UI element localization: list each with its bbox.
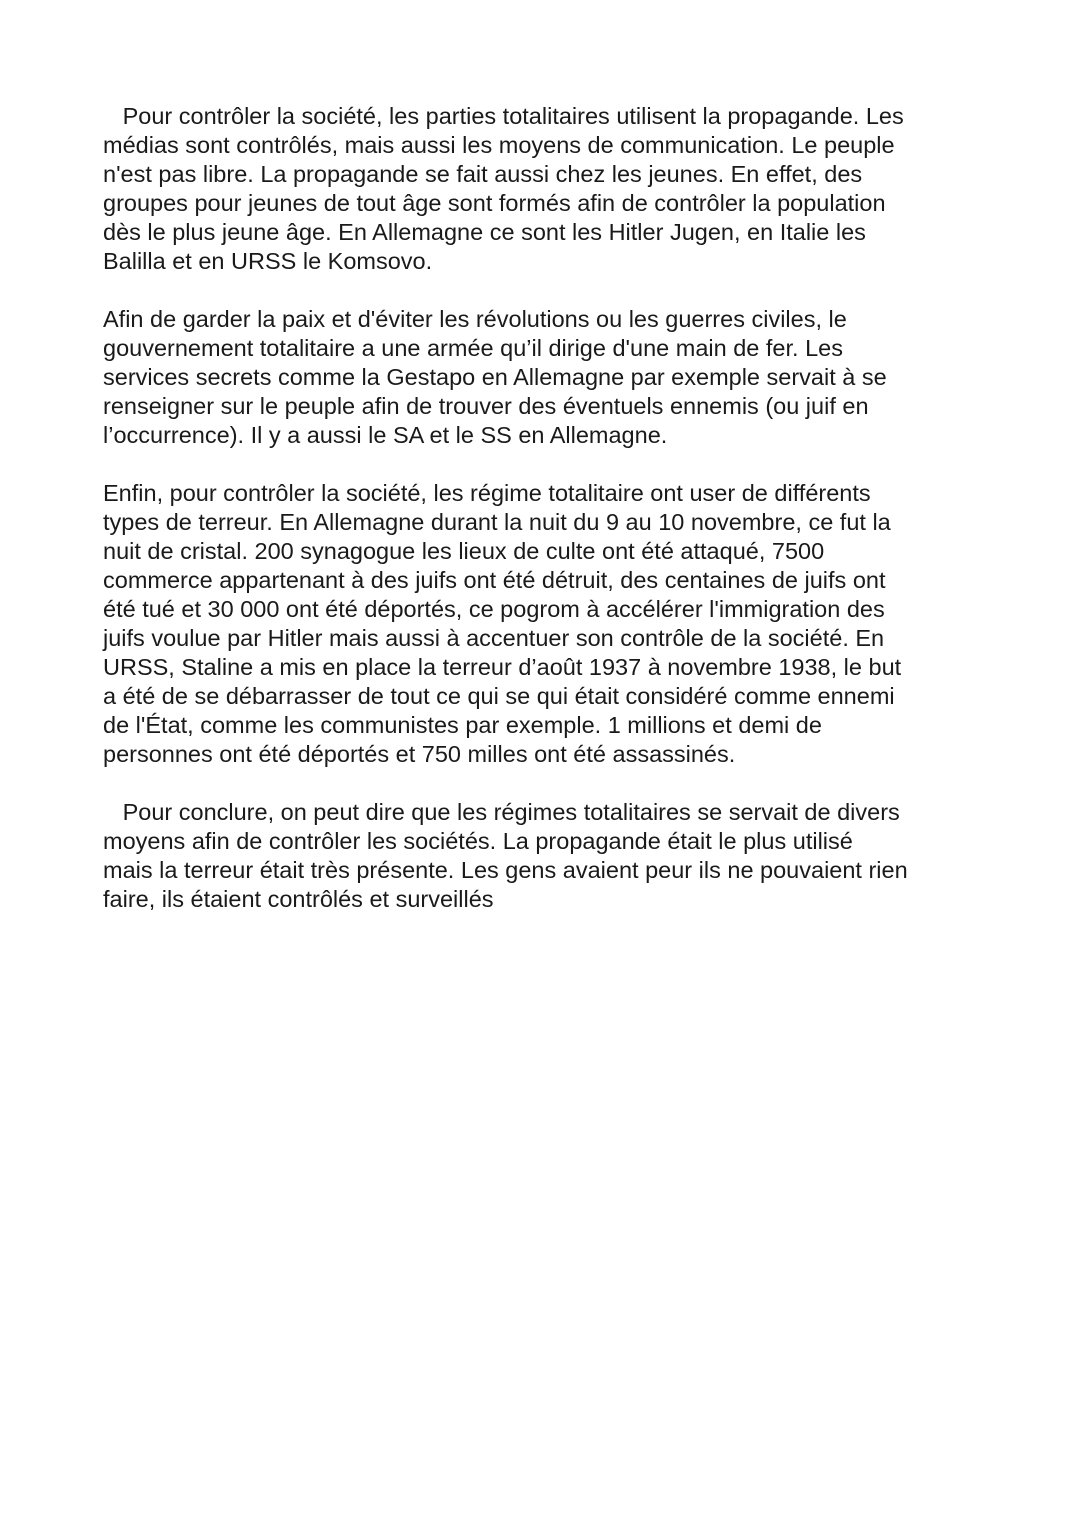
text-line: été tué et 30 000 ont été déportés, ce pogrom à accélérer l'immigration des: [103, 596, 885, 622]
text-line: de l'État, comme les communistes par exemple. 1 millions et demi de: [103, 712, 822, 738]
text-line: n'est pas libre. La propagande se fait aussi chez les jeunes. En effet, des: [103, 161, 863, 187]
text-line: moyens afin de contrôler les sociétés. La propagande était le plus utilisé: [103, 828, 853, 854]
text-line: gouvernement totalitaire a une armée qu’il dirige d'une main de fer. Les: [103, 335, 843, 361]
text-line: Enfin, pour contrôler la société, les régime totalitaire ont user de différents: [103, 480, 871, 506]
paragraph-propagande: [103, 102, 983, 276]
text-line: dès le plus jeune âge. En Allemagne ce sont les Hitler Jugen, en Italie les: [103, 219, 866, 245]
text-line: Afin de garder la paix et d'éviter les révolutions ou les guerres civiles, le: [103, 306, 847, 332]
paragraph-armee: [103, 305, 983, 450]
text-line: Balilla et en URSS le Komsovo.: [103, 248, 433, 274]
text-line: renseigner sur le peuple afin de trouver des éventuels ennemis (ou juif en: [103, 393, 869, 419]
text-line: personnes ont été déportés et 750 milles ont été assassinés.: [103, 741, 736, 767]
text-line: types de terreur. En Allemagne durant la nuit du 9 au 10 novembre, ce fut la: [103, 509, 891, 535]
text-line: groupes pour jeunes de tout âge sont formés afin de contrôler la population: [103, 190, 886, 216]
text-line: Pour conclure, on peut dire que les régimes totalitaires se servait de divers: [103, 799, 900, 825]
paragraph-terreur: [103, 479, 983, 769]
text-line: juifs voulue par Hitler mais aussi à accentuer son contrôle de la société. En: [103, 625, 885, 651]
text-line: a été de se débarrasser de tout ce qui se qui était considéré comme ennemi: [103, 683, 895, 709]
text-line: commerce appartenant à des juifs ont été détruit, des centaines de juifs ont: [103, 567, 886, 593]
text-line: nuit de cristal. 200 synagogue les lieux de culte ont été attaqué, 7500: [103, 538, 825, 564]
text-line: médias sont contrôlés, mais aussi les moyens de communication. Le peuple: [103, 132, 895, 158]
text-line: faire, ils étaient contrôlés et surveillés: [103, 886, 494, 912]
text-line: mais la terreur était très présente. Les gens avaient peur ils ne pouvaient rien: [103, 857, 908, 883]
document-body: [103, 102, 983, 943]
text-line: Pour contrôler la société, les parties totalitaires utilisent la propagande. Les: [103, 103, 904, 129]
paragraph-conclusion: [103, 798, 983, 914]
text-line: services secrets comme la Gestapo en Allemagne par exemple servait à se: [103, 364, 887, 390]
text-line: URSS, Staline a mis en place la terreur d’août 1937 à novembre 1938, le but: [103, 654, 902, 680]
text-line: l’occurrence). Il y a aussi le SA et le SS en Allemagne.: [103, 422, 668, 448]
